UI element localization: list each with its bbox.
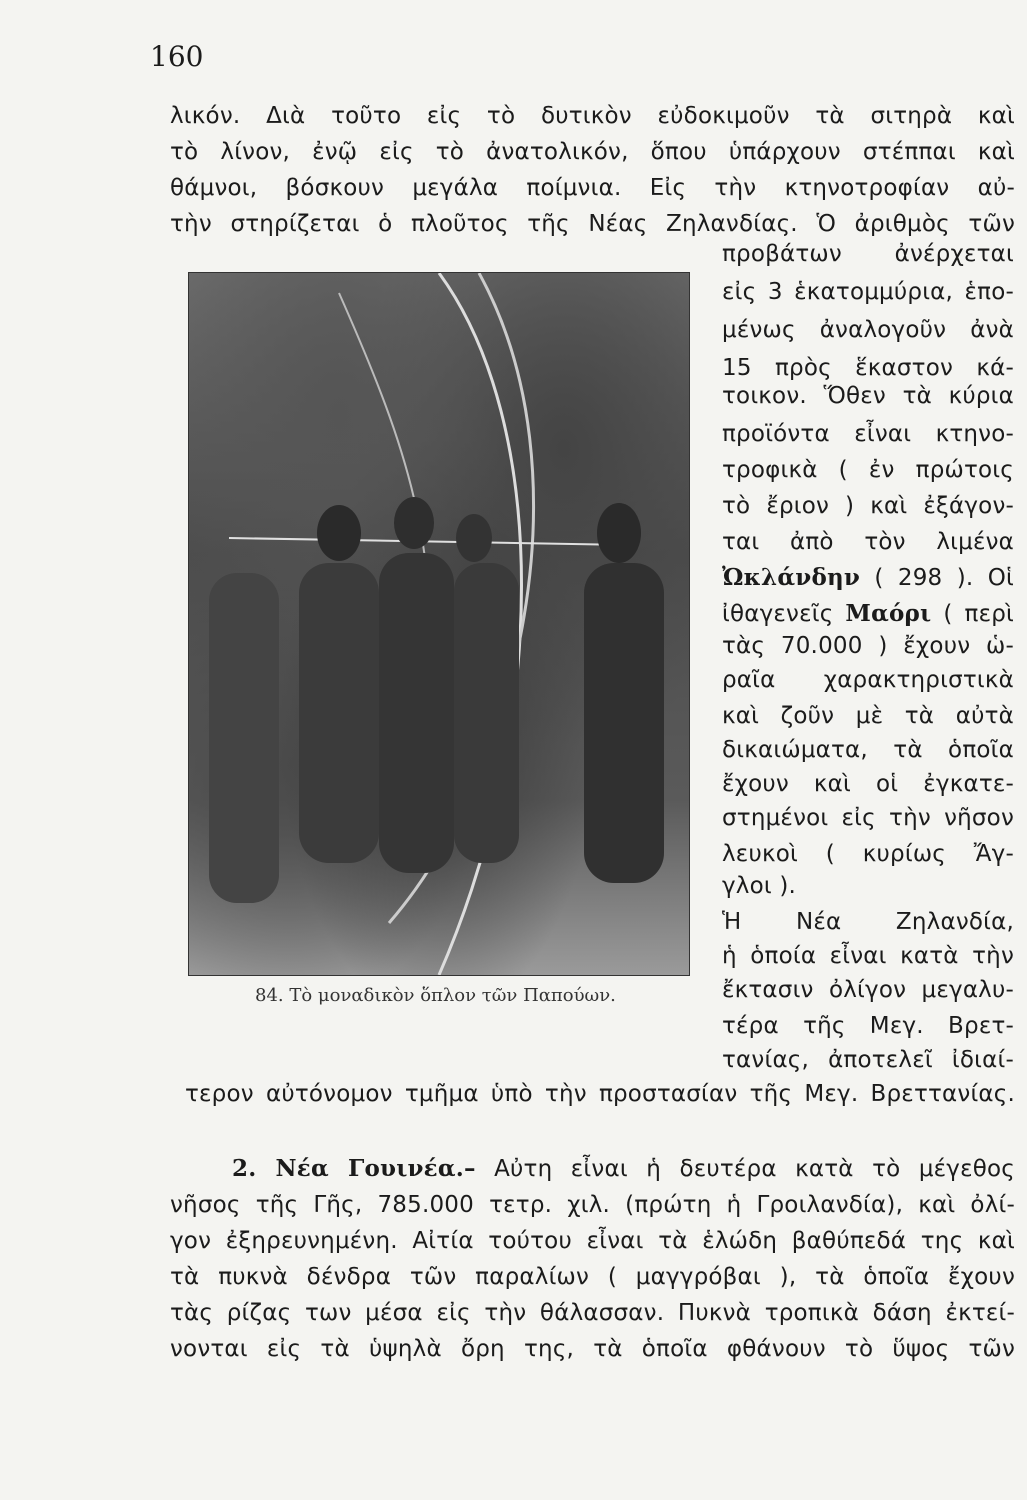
text-line: ἡ ὁποία εἶναι κατὰ τὴν	[722, 943, 1014, 969]
text-line: προϊόντα εἶναι κτηνο-	[722, 421, 1014, 447]
text-line: ἰθαγενεῖς Μαόρι ( περὶ	[722, 600, 1014, 627]
bold-word-auckland: Ὠκλάνδην	[722, 564, 861, 591]
page-number: 160	[150, 40, 204, 73]
text-line: στημένοι εἰς τὴν νῆσον	[722, 805, 1014, 831]
text-line: Ὠκλάνδην ( 298 ). Οἱ	[722, 564, 1014, 591]
text-line: τὰς ρίζας των μέσα εἰς τὴν θάλασσαν. Πυκνὰ τροπικὰ δάση ἐκτεί-	[170, 1300, 1015, 1326]
text-line: τέρα τῆς Μεγ. Βρετ-	[722, 1013, 1014, 1039]
text-line: ἔκτασιν ὀλίγον μεγαλυ-	[722, 977, 1014, 1003]
text-line: τὸ ἔριον ) καὶ ἐξάγον-	[722, 493, 1014, 519]
text-line: γλοι ).	[722, 873, 797, 899]
text-line: θάμνοι, βόσκουν μεγάλα ποίμνια. Εἰς τὴν κτηνοτροφίαν αὐ-	[170, 175, 1015, 201]
text-line: ται ἀπὸ τὸν λιμένα	[722, 529, 1014, 555]
bold-word-maori: Μαόρι	[845, 600, 932, 627]
text-line: τανίας, ἀποτελεῖ ἰδιαί-	[722, 1047, 1014, 1073]
section-first-line: 2. Νέα Γουινέα.– Αὐτη εἶναι ἡ δευτέρα κατὰ τὸ μέγεθος	[232, 1155, 1015, 1182]
photo-papuan-archers	[188, 272, 690, 976]
text-line: τροφικὰ ( ἐν πρώτοις	[722, 457, 1014, 483]
text-line: λευκοὶ ( κυρίως Ἄγ-	[722, 841, 1014, 867]
text-line: προβάτων ἀνέρχεται	[722, 241, 1014, 267]
section-heading: 2. Νέα Γουινέα.–	[232, 1155, 476, 1182]
text-line: λικόν. Διὰ τοῦτο εἰς τὸ δυτικὸν εὐδοκιμοῦν τὰ σιτηρὰ καὶ	[170, 103, 1015, 129]
text-line: καὶ ζοῦν μὲ τὰ αὐτὰ	[722, 703, 1014, 729]
text-line: τὰς 70.000 ) ἔχουν ὡ-	[722, 633, 1014, 659]
text-line: τερον αὐτόνομον τμῆμα ὑπὸ τὴν προστασίαν τῆς Μεγ. Βρεττανίας.	[185, 1081, 1015, 1107]
text-line: δικαιώματα, τὰ ὁποῖα	[722, 737, 1014, 763]
photo-illustration	[189, 273, 689, 975]
text-line: ραῖα χαρακτηριστικὰ	[722, 667, 1014, 693]
text-line: ἔχουν καὶ οἱ ἐγκατε-	[722, 771, 1014, 797]
figure-caption: 84. Τὸ μοναδικὸν ὅπλον τῶν Παπούων.	[255, 985, 616, 1006]
text-line: Ἡ Νέα Ζηλανδία,	[722, 909, 1014, 935]
text-line: γον ἐξηρευνημένη. Αἰτία τούτου εἶναι τὰ ἑλώδη βαθύπεδά της καὶ	[170, 1228, 1015, 1254]
text-line: τοικον. Ὅθεν τὰ κύρια	[722, 383, 1014, 409]
text-line: εἰς 3 ἑκατομμύρια, ἑπο-	[722, 279, 1014, 305]
text-line: 15 πρὸς ἕκαστον κά-	[722, 355, 1014, 381]
text-line: νῆσος τῆς Γῆς, 785.000 τετρ. χιλ. (πρώτη ἡ Γροιλανδία), καὶ ὀλί-	[170, 1192, 1015, 1218]
text-line: τὸ λίνον, ἐνῷ εἰς τὸ ἀνατολικόν, ὅπου ὑπάρχουν στέππαι καὶ	[170, 139, 1015, 165]
text-line: τὴν στηρίζεται ὁ πλοῦτος τῆς Νέας Ζηλανδίας. Ὁ ἀριθμὸς τῶν	[170, 211, 1015, 237]
text-line: μένως ἀναλογοῦν ἀνὰ	[722, 317, 1014, 343]
text-line: τὰ πυκνὰ δένδρα τῶν παραλίων ( μαγγρόβαι ), τὰ ὁποῖα ἔχουν	[170, 1264, 1015, 1290]
text-line: νονται εἰς τὰ ὑψηλὰ ὄρη της, τὰ ὁποῖα φθάνουν τὸ ὕψος τῶν	[170, 1336, 1015, 1362]
